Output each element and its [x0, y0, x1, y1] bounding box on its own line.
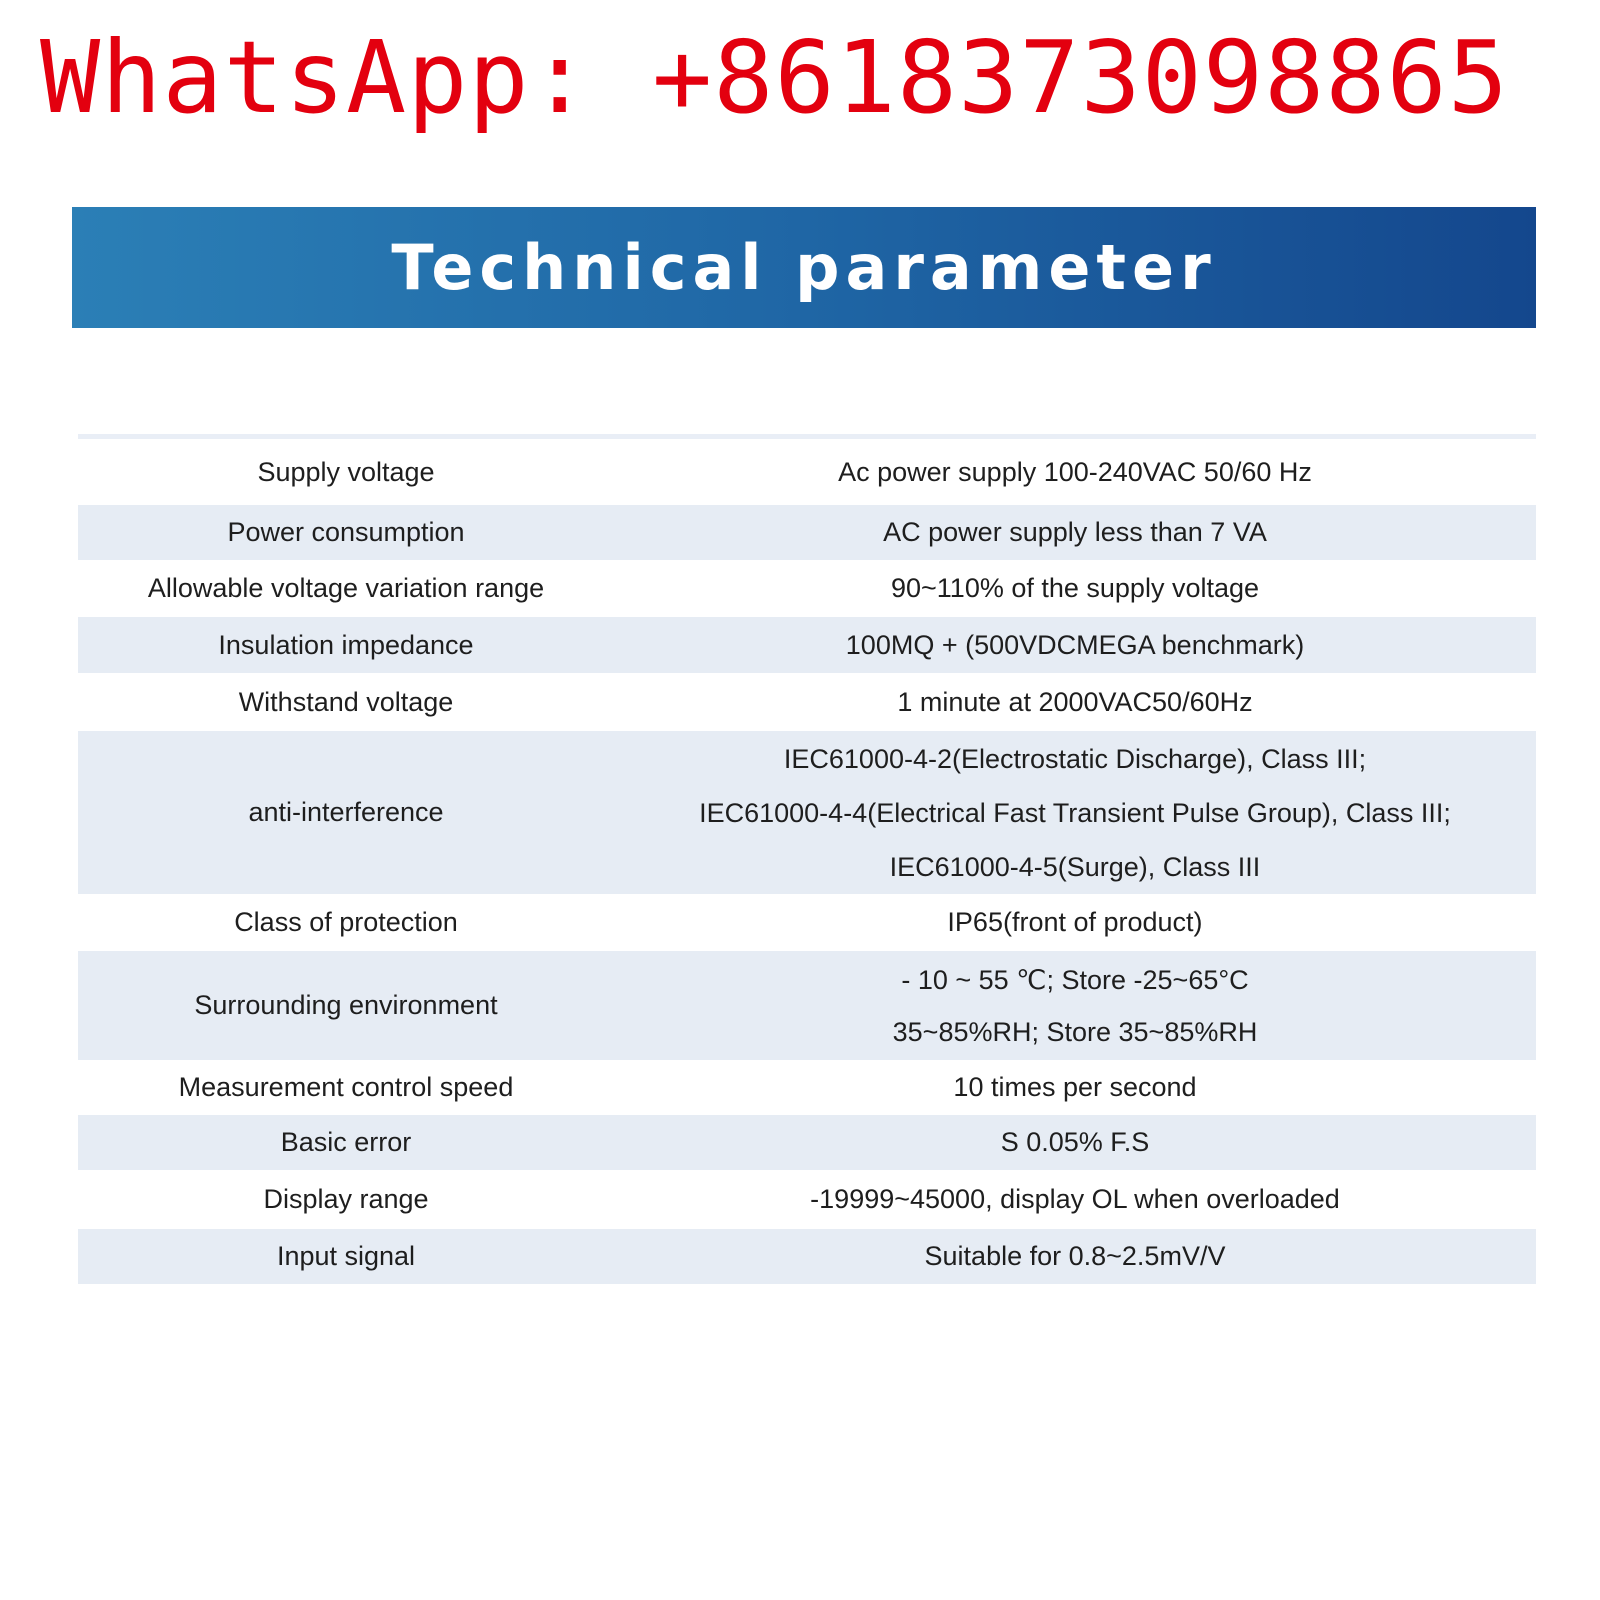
spec-value: -19999~45000, display OL when overloaded	[810, 1184, 1340, 1214]
table-row	[78, 439, 1536, 505]
table-row	[78, 1060, 1536, 1115]
spec-value: Suitable for 0.8~2.5mV/V	[924, 1241, 1226, 1271]
table-row	[78, 951, 1536, 1060]
table-row	[78, 1170, 1536, 1229]
spec-label: Insulation impedance	[218, 629, 474, 660]
table-row	[78, 617, 1536, 673]
spec-value: 100MQ + (500VDCMEGA benchmark)	[845, 629, 1305, 660]
table-row	[78, 1229, 1536, 1284]
spec-label: Supply voltage	[257, 456, 435, 487]
table-row	[78, 1115, 1536, 1170]
spec-value: IEC61000-4-2(Electrostatic Discharge), Class III; IEC61000-4-4(Electrical Fast Transient Pulse Group), Class III; IEC61000-4-5(Surge), Class III	[699, 743, 1451, 882]
spec-value: IP65(front of product)	[947, 907, 1203, 937]
spec-label: Input signal	[276, 1241, 416, 1271]
table-row	[78, 560, 1536, 617]
spec-label: Allowable voltage variation range	[147, 573, 545, 603]
spec-value: AC power supply less than 7 VA	[883, 517, 1267, 547]
spec-label: Withstand voltage	[238, 686, 454, 717]
spec-label: Measurement control speed	[178, 1072, 514, 1102]
spec-label: Surrounding environment	[194, 990, 498, 1020]
title-banner	[72, 207, 1536, 328]
table-row	[78, 505, 1536, 560]
whatsapp-contact: WhatsApp: +8618373098865	[40, 19, 1509, 136]
spec-label: Display range	[263, 1184, 429, 1214]
spec-label: Power consumption	[227, 517, 465, 547]
spec-value: 1 minute at 2000VAC50/60Hz	[897, 686, 1253, 717]
spec-value: Ac power supply 100-240VAC 50/60 Hz	[838, 456, 1312, 487]
spec-label: Basic error	[280, 1127, 412, 1157]
spec-label: Class of protection	[234, 907, 458, 937]
table-row	[78, 673, 1536, 731]
spec-value: 90~110% of the supply voltage	[890, 573, 1260, 603]
table-row	[78, 894, 1536, 951]
spec-table	[78, 434, 1536, 1284]
page-title: Technical parameter	[391, 231, 1217, 304]
spec-label: anti-interference	[248, 797, 444, 827]
table-row	[78, 731, 1536, 894]
spec-value: 10 times per second	[953, 1072, 1197, 1102]
spec-value: - 10 ~ 55 ℃; Store -25~65°C 35~85%RH; Store 35~85%RH	[892, 964, 1258, 1047]
spec-value: S 0.05% F.S	[1000, 1127, 1150, 1157]
